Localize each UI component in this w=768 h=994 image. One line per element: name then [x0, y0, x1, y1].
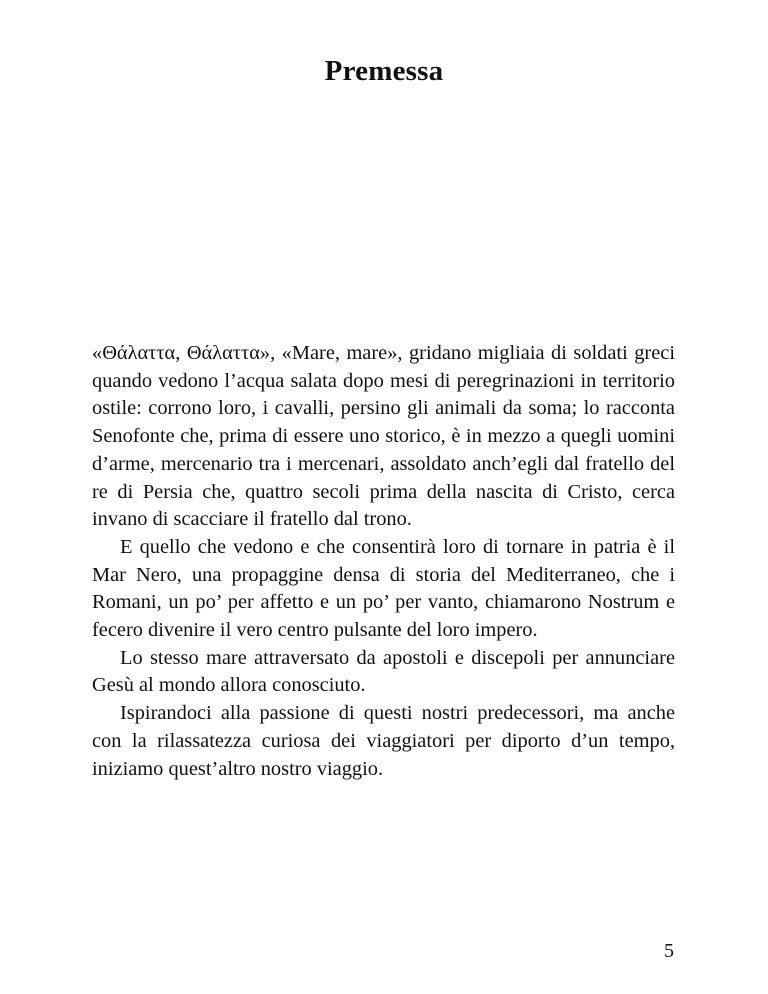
paragraph: Ispirandoci alla passione di questi nostri predecessori, ma anche con la rilassatezza curiosa dei viaggiatori per diporto d’un tempo, iniziamo quest’altro nostro viaggio. — [92, 702, 675, 780]
paragraph: «Θάλαττα, Θάλαττα», «Mare, mare», gridano migliaia di soldati greci quando vedono l’acqua salata dopo mesi di peregrinazioni in territorio ostile: corrono loro, i cavalli, persino gli animali da soma; lo racconta Senofonte che, prima di essere uno storico, è in mezzo a quegli uomini d’arme, mercenario tra i mercenari, assoldato anch’egli dal fratello del re di Persia che, quattro secoli prima della nascita di Cristo, cerca invano di scacciare il fratello dal trono. — [92, 342, 675, 531]
page-number: 5 — [664, 940, 674, 962]
body-text — [92, 340, 675, 783]
chapter-title: Premessa — [324, 55, 444, 87]
paragraph: E quello che vedono e che consentirà loro di tornare in patria è il Mar Nero, una propaggine densa di storia del Mediterraneo, che i Romani, un po’ per affetto e un po’ per vanto, chiamarono Nostrum e fecero divenire il vero centro pulsante del loro impero. — [92, 535, 675, 642]
paragraph: Lo stesso mare attraversato da apostoli e discepoli per annunciare Gesù al mondo allora conosciuto. — [92, 646, 675, 697]
